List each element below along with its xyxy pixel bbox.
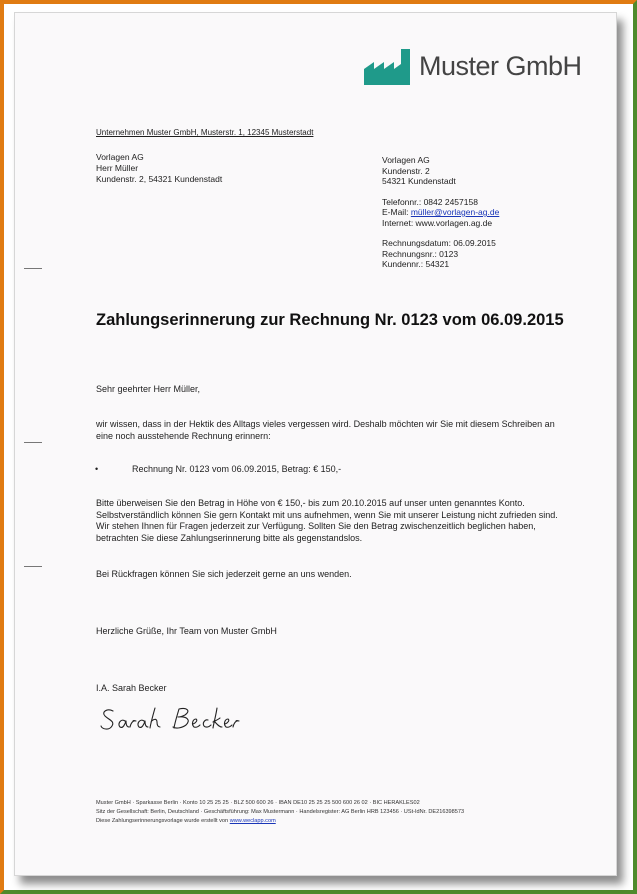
info-address-line: Kundenstr. 2	[382, 165, 430, 176]
footer-credit-text: Diese Zahlungserinnerungsvorlage wurde erstellt von	[96, 818, 229, 824]
sender-line: Unternehmen Muster GmbH, Musterstr. 1, 12345 Musterstadt	[96, 128, 314, 137]
signer-name: I.A. Sarah Becker	[96, 683, 167, 693]
phone-number: Telefonnr.: 0842 2457158	[382, 196, 478, 207]
bullet-icon: •	[95, 464, 99, 474]
company-logo	[364, 49, 604, 89]
recipient-line: Vorlagen AG	[96, 152, 144, 162]
payment-request-paragraph: Bitte überweisen Sie den Betrag in Höhe von € 150,- bis zum 20.10.2015 auf unser unten genanntes Konto. Selbstverständlich können Sie gern Kontakt mit uns aufnehmen, wenn Sie mit unserer Leistung nicht zufrieden sind. Wir stehen Ihnen für Fragen jederzeit zur Verfügung. Sollten Sie den Betrag zwischenzeitlich beglichen haben, betrachten Sie diese Zahlungserinnerung bitte als gegenstandslos.	[96, 498, 558, 543]
letter-subject: Zahlungserinnerung zur Rechnung Nr. 0123 vom 06.09.2015	[96, 311, 564, 329]
letter-page	[14, 12, 617, 876]
questions-paragraph: Bei Rückfragen können Sie sich jederzeit gerne an uns wenden.	[96, 569, 352, 579]
recipient-line: Herr Müller	[96, 163, 139, 173]
footer-bank-line: Muster GmbH · Sparkasse Berlin · Konto 10 25 25 25 · BLZ 500 600 26 · IBAN DE10 25 25 25 500 600 26 02 · BIC HERAKLES02	[96, 800, 420, 806]
email-link[interactable]: müller@vorlagen-ag.de	[410, 207, 500, 217]
footer-credit-link[interactable]: www.weclapp.com	[229, 818, 276, 824]
info-block	[382, 155, 499, 270]
salutation: Sehr geehrter Herr Müller,	[96, 384, 201, 394]
punch-mark	[24, 442, 42, 443]
info-address-line: 54321 Kundenstadt	[382, 176, 456, 186]
company-name: Muster GmbH	[419, 51, 582, 81]
footer-credit-line	[96, 817, 464, 826]
invoice-bullet: Rechnung Nr. 0123 vom 06.09.2015, Betrag: € 150,-	[132, 464, 342, 474]
intro-paragraph: wir wissen, dass in der Hektik des Alltags vieles vergessen wird. Deshalb möchten wir Sie mit diesem Schreiben an eine noch ausstehende Rechnung erinnern:	[96, 419, 555, 441]
footer-company-line: Sitz der Gesellschaft: Berlin, Deutschland · Geschäftsführung: Max Mustermann · Handelsregister: AG Berlin HRB 123456 · USt-IdNr. DE216398573	[96, 809, 465, 815]
recipient-line: Kundenstr. 2, 54321 Kundenstadt	[96, 174, 223, 184]
invoice-date: Rechnungsdatum: 06.09.2015	[382, 238, 496, 248]
fold-mark	[24, 268, 42, 269]
internet-address: Internet: www.vorlagen.ag.de	[382, 217, 493, 228]
info-address-line: Vorlagen AG	[382, 155, 430, 165]
footer	[96, 799, 464, 826]
customer-number: Kundennr.: 54321	[382, 259, 450, 269]
closing-line: Herzliche Grüße, Ihr Team von Muster GmbH	[96, 626, 277, 636]
fold-mark	[24, 566, 42, 567]
factory-logo-icon	[364, 49, 414, 85]
recipient-address	[96, 152, 222, 185]
email-row	[382, 207, 499, 218]
handwritten-signature	[99, 705, 249, 737]
invoice-number: Rechnungsnr.: 0123	[382, 248, 459, 259]
email-label: E-Mail:	[382, 207, 409, 217]
